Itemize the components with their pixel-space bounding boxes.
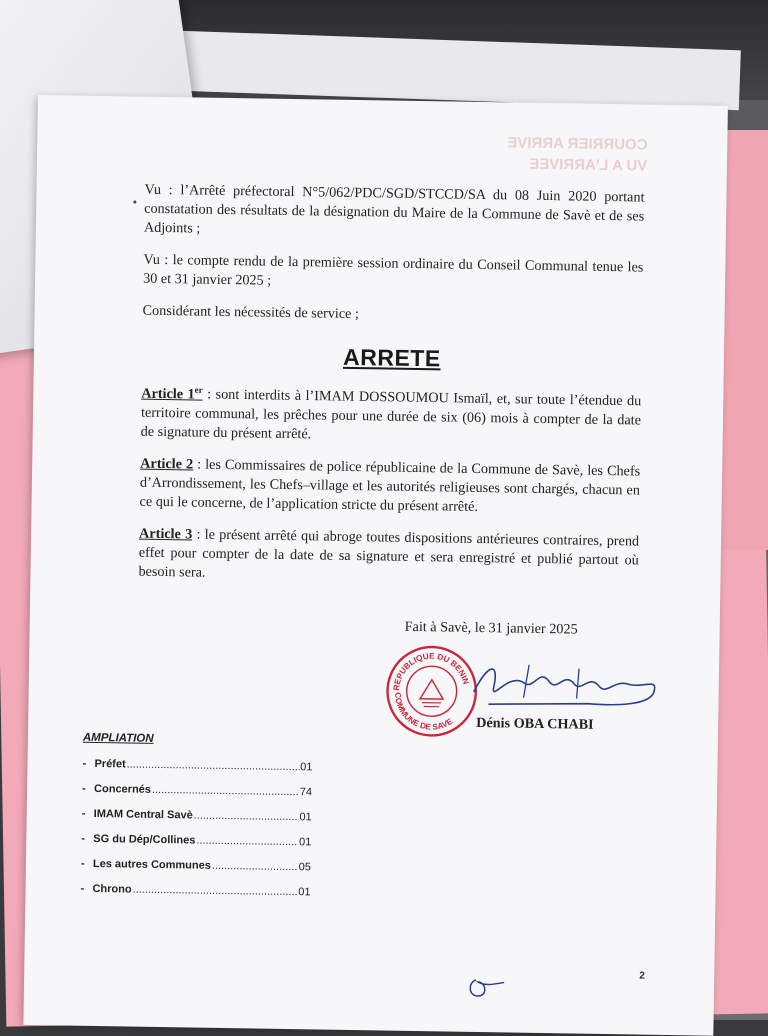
considerant: Considérant les nécessités de service ; xyxy=(142,302,360,323)
leader-dots xyxy=(212,860,298,873)
article-1: Article 1er : sont interdits à l’IMAM DOSSOUMOU Ismaïl, et, sur toute l’étendue du territoire communal, les prêches pour une durée de six (06) mois à compter de la date de signature du présent arrêté. xyxy=(140,384,642,443)
ampliation-item-count: 01 xyxy=(298,836,312,849)
vu-compte-rendu: Vu : le compte rendu de la première session ordinaire du Conseil Communal tenue les 30 et 31 janvier 2025 ; xyxy=(143,251,644,289)
seal-bottom-text: COMMUNE DE SAVE xyxy=(393,692,455,732)
ampliation-item-name: SG du Dép/Collines xyxy=(93,832,196,847)
ampliation-item: - Concernés ..... 74 xyxy=(82,783,312,799)
ampliation-item-name: Concernés xyxy=(94,782,152,796)
article-2-label: Article 2 xyxy=(140,455,194,473)
article-2-text: les Commissaires de police républicaine de la Commune de Savè, les Chefs d’Arrondissement, les Chefs–village et les autorités religieuses sont chargés, chacun en ce qui le concerne, de l’application stricte du présent arrêté. xyxy=(139,456,641,515)
ghost-arrival-stamp xyxy=(507,132,648,176)
article-1-label: Article 1er xyxy=(141,384,203,403)
ampliation-item: - Chrono ..... 01 xyxy=(80,883,310,899)
article-2: Article 2 : les Commissaires de police républicaine de la Commune de Savè, les Chefs d’Arrondissement, les Chefs–village et les autorités religieuses sont chargés, chacun en ce qui le concerne, de l’application stricte du présent arrêté. xyxy=(139,455,641,515)
article-3-label: Article 3 xyxy=(139,525,193,543)
ampliation-item-count: 01 xyxy=(298,886,311,899)
handwritten-signature xyxy=(468,652,669,715)
ampliation-item-name: Préfet xyxy=(94,757,126,771)
ampliation-item-name: IMAM Central Savè xyxy=(93,807,193,822)
ampliation-item-name: Chrono xyxy=(92,882,132,896)
ampliation-item-name: Les autres Communes xyxy=(92,857,211,872)
leader-dots xyxy=(127,758,300,773)
ampliation-item: - Les autres Communes ..... 05 xyxy=(81,858,311,874)
official-seal xyxy=(383,643,480,740)
seal-top-text: REPUBLIQUE DU BENIN xyxy=(391,651,471,691)
ampliation-item-count: 01 xyxy=(299,811,312,824)
article-3-text: le présent arrêté qui abroge toutes dispositions antérieures contraires, prend effet pour compter de la date de sa signature et sera enregistré et publié partout où besoin sera. xyxy=(138,526,640,581)
leader-dots xyxy=(196,835,298,849)
leader-dots xyxy=(133,884,298,899)
ghost-stamp-line1: COURRIER ARRIVE xyxy=(507,134,648,154)
handwritten-initial xyxy=(464,972,514,1003)
document-page xyxy=(23,95,728,1036)
margin-dot xyxy=(133,201,136,204)
article-1-sup: er xyxy=(194,384,203,395)
article-3: Article 3 : le présent arrêté qui abroge toutes dispositions antérieures contraires, prend effet pour compter de la date de sa signature et sera enregistré et publié partout où besoin sera. xyxy=(138,525,640,581)
ampliation-item: - IMAM Central Savè ..... 01 xyxy=(82,808,312,824)
arrete-title: ARRETE xyxy=(342,343,441,372)
leader-dots xyxy=(152,784,299,798)
ampliation-item-count: 01 xyxy=(300,761,313,774)
signer-name: Dénis OBA CHABI xyxy=(476,714,594,733)
fait-a-save: Fait à Savè, le 31 janvier 2025 xyxy=(404,618,578,638)
ampliation-list xyxy=(80,732,313,912)
leader-dots xyxy=(194,810,299,824)
ampliation-item-count: 74 xyxy=(299,786,313,799)
article-1-text: sont interdits à l’IMAM DOSSOUMOU Ismaïl, et, sur toute l’étendue du territoire communal, les prêches pour une durée de six (06) mois à compter de la date de signature du présent arrêté. xyxy=(140,386,642,443)
ampliation-item: - Préfet ..... 01 xyxy=(82,758,312,774)
ampliation-item-count: 05 xyxy=(298,861,311,874)
document-body xyxy=(138,181,644,603)
ghost-stamp-line2: VU A L’ARRIVEE xyxy=(529,155,648,175)
vu-arrete-prefectoral: Vu : l’Arrêté préfectoral N°5/062/PDC/SGD/STCCD/SA du 08 Juin 2020 portant constatation des résultats de la désignation du Maire de la Commune de Savè et de ses Adjoints ; xyxy=(143,181,645,237)
ampliation-title: AMPLIATION xyxy=(82,731,154,745)
ampliation-item: - SG du Dép/Collines ..... 01 xyxy=(81,833,311,849)
page-number: 2 xyxy=(639,970,645,982)
